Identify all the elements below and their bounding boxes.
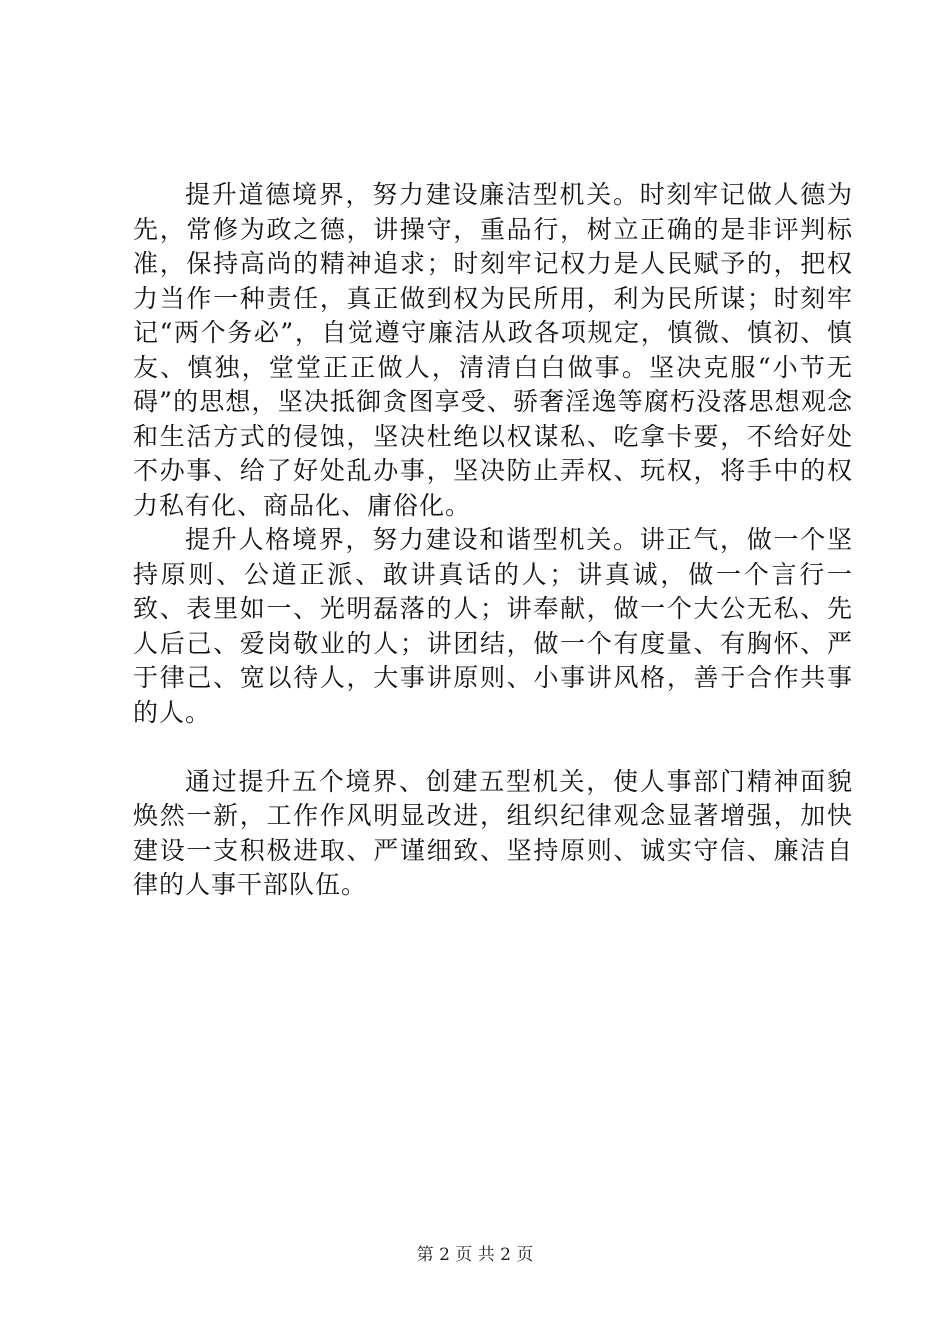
document-body	[133, 178, 853, 903]
paragraph-personality-realm: 提升人格境界，努力建设和谐型机关。讲正气，做一个坚持原则、公道正派、敢讲真话的人；讲真诚，做一个言行一致、表里如一、光明磊落的人；讲奉献，做一个大公无私、先人后己、爱岗敬业的人；讲团结，做一个有度量、有胸怀、严于律己、宽以待人，大事讲原则、小事讲风格，善于合作共事的人。	[133, 525, 853, 727]
page-number-footer: 第 2 页 共 2 页	[416, 1245, 534, 1265]
paragraph-moral-realm: 提升道德境界，努力建设廉洁型机关。时刻牢记做人德为先，常修为政之德，讲操守，重品行，树立正确的是非评判标准，保持高尚的精神追求；时刻牢记权力是人民赋予的，把权力当作一种责任，真正做到权为民所用，利为民所谋；时刻牢记“两个务必”，自觉遵守廉洁从政各项规定，慎微、慎初、慎友、慎独，堂堂正正做人，清清白白做事。坚决克服“小节无碍”的思想，坚决抵御贪图享受、骄奢淫逸等腐朽没落思想观念和生活方式的侵蚀，坚决杜绝以权谋私、吃拿卡要，不给好处不办事、给了好处乱办事，坚决防止弄权、玩权，将手中的权力私有化、商品化、庸俗化。	[133, 180, 853, 520]
paragraph-conclusion: 通过提升五个境界、创建五型机关，使人事部门精神面貌焕然一新，工作作风明显改进，组织纪律观念显著增强，加快建设一支积极进取、严谨细致、坚持原则、诚实守信、廉洁自律的人事干部队伍。	[133, 766, 853, 899]
